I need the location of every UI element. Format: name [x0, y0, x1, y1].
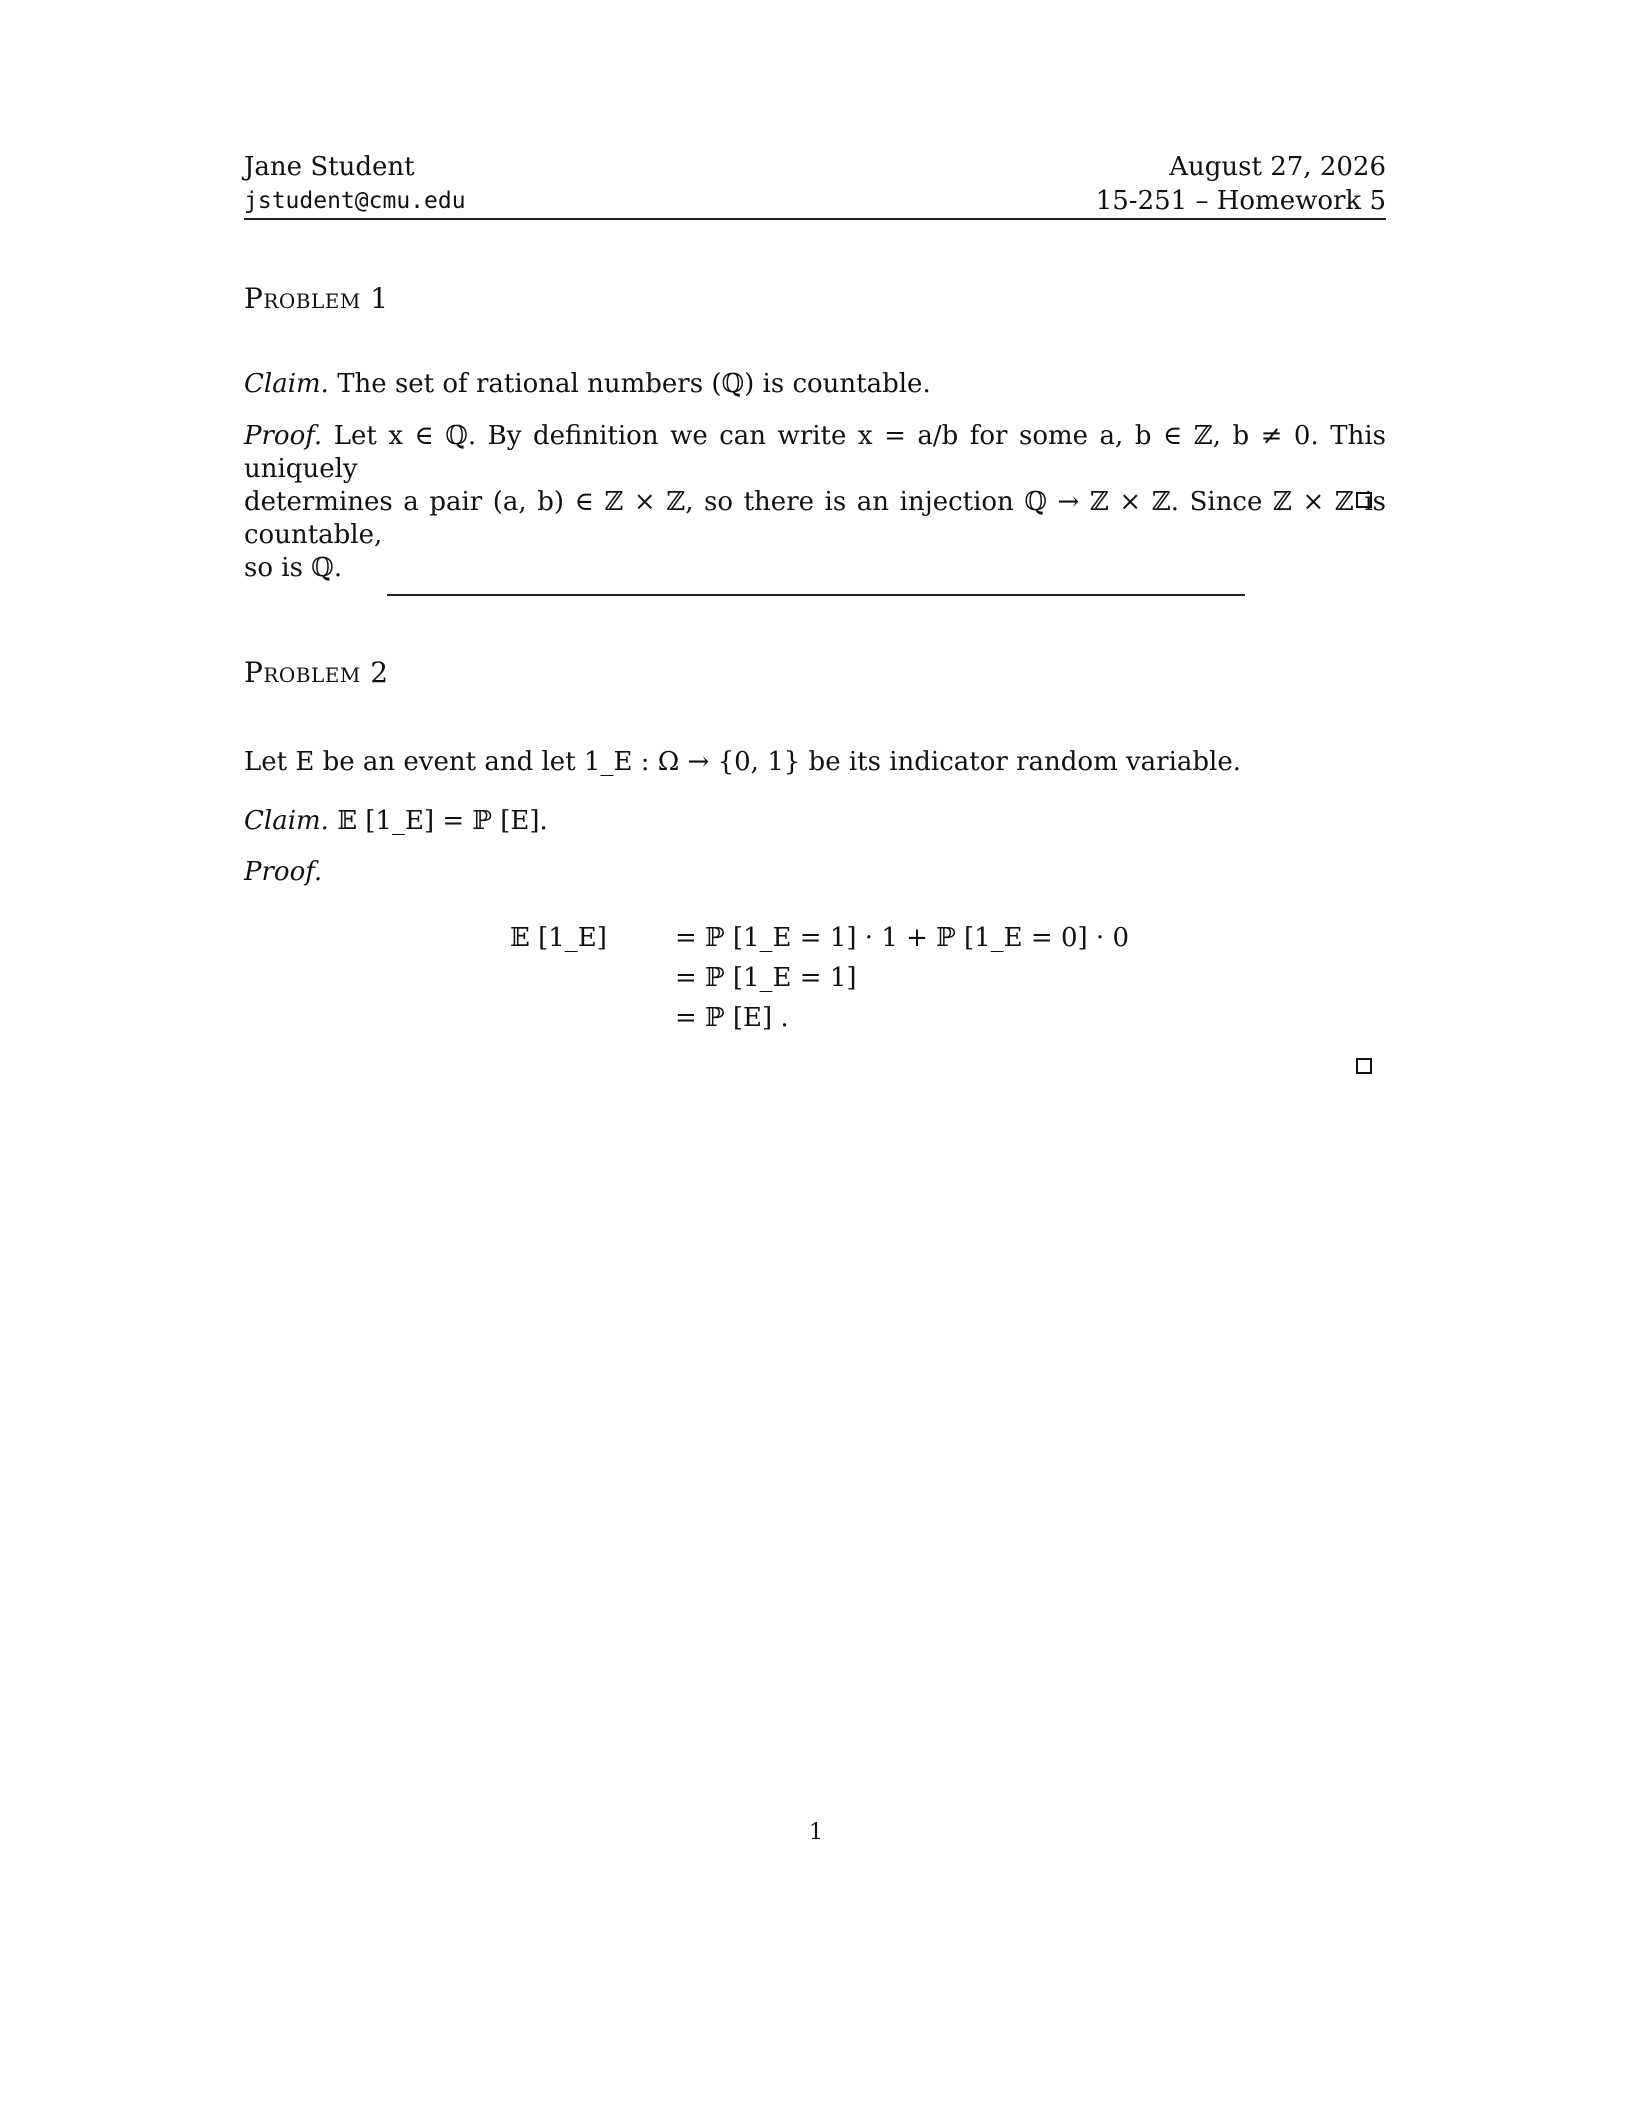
problem-2-title: [244, 656, 389, 689]
author-name: Jane Student: [244, 152, 415, 182]
problem-1-proof-label: Proof.: [244, 421, 323, 451]
header-course: 15-251 – Homework 5: [1095, 186, 1386, 216]
header-left: [244, 150, 466, 218]
problem-1-proof-line-1: [244, 420, 1386, 486]
problem-2-proof-label: Proof.: [244, 857, 323, 887]
problem-2-intro: Let E be an event and let 1_E : Ω → {0, 1} be its indicator random variable.: [244, 747, 1242, 777]
problem-2-claim-text: 𝔼 [1_E] = ℙ [E].: [337, 806, 548, 836]
problem-1-proof-line-1-text: Let x ∈ ℚ. By definition we can write x = a/b for some a, b ∈ ℤ, b ≠ 0. This uniquely: [244, 421, 1386, 484]
problem-2-proof-label-line: [244, 856, 1386, 889]
problem-1-qed-icon: [1356, 492, 1372, 508]
equation-row-3-rhs: = ℙ [E] .: [675, 1003, 789, 1033]
equation-row-2-rhs: = ℙ [1_E = 1]: [675, 963, 857, 993]
problem-2-claim-label: Claim.: [244, 806, 329, 836]
equation-lhs: 𝔼 [1_E]: [510, 923, 607, 953]
problem-1-claim-text: The set of rational numbers (ℚ) is countable.: [337, 369, 931, 399]
problem-1-title: [244, 282, 389, 315]
header-date: August 27, 2026: [1169, 152, 1386, 182]
problem-1-title-num: 1: [370, 282, 389, 315]
header-right: [1096, 150, 1386, 218]
problem-2-title-num: 2: [370, 656, 389, 689]
page-number: 1: [809, 1820, 823, 1845]
page-header: [244, 150, 1386, 220]
problem-1-proof-line-3: so is ℚ.: [244, 553, 343, 583]
problem-1-claim-label: Claim.: [244, 369, 329, 399]
section-separator: [387, 594, 1245, 596]
problem-1-proof: [244, 420, 1386, 585]
problem-1-title-word: Problem: [244, 282, 361, 315]
problem-2-title-word: Problem: [244, 656, 361, 689]
problem-1-proof-line-2: determines a pair (a, b) ∈ ℤ × ℤ, so there is an injection ℚ → ℤ × ℤ. Since ℤ × ℤ is countable,: [244, 487, 1386, 550]
problem-1-claim: [244, 368, 1386, 401]
problem-2-claim: [244, 805, 1386, 838]
author-email: jstudent@cmu.edu: [244, 188, 466, 214]
equation-row-1-rhs: = ℙ [1_E = 1] · 1 + ℙ [1_E = 0] · 0: [675, 923, 1129, 953]
problem-2-qed-icon: [1356, 1058, 1372, 1074]
